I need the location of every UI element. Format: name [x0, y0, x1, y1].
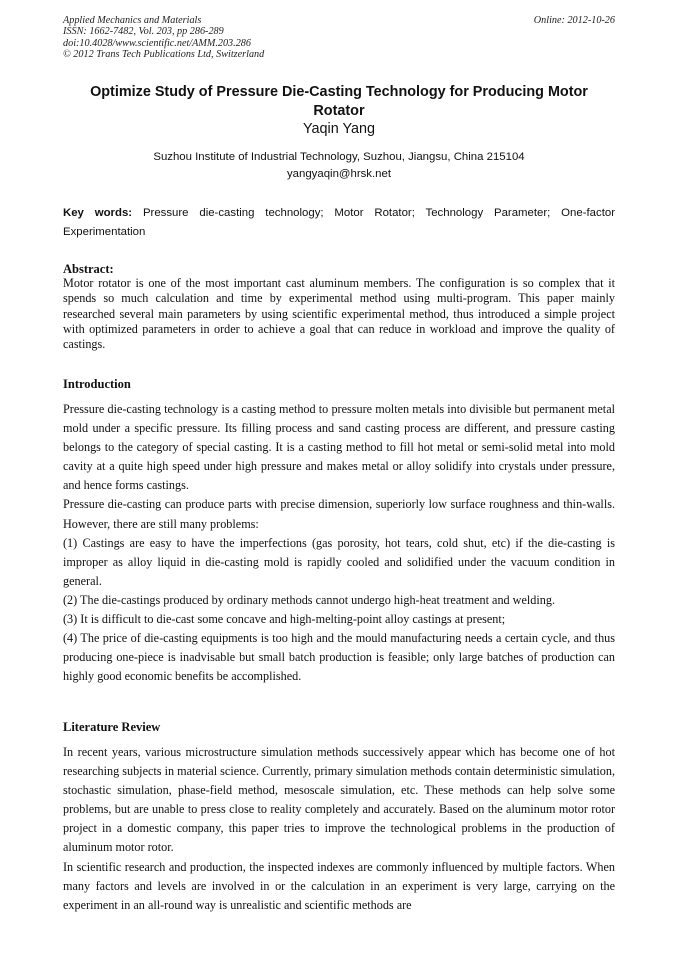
literature-body	[63, 743, 615, 915]
keywords-text: Pressure die-casting technology; Motor Rotator; Technology Parameter; One-factor Experimentation	[63, 207, 615, 238]
literature-heading: Literature Review	[63, 720, 161, 734]
paragraph: Pressure die-casting can produce parts with precise dimension, superiorly low surface roughness and thin-walls. However, there are still many problems:	[63, 497, 615, 531]
doi-line: doi:10.4028/www.scientific.net/AMM.203.286	[63, 37, 251, 49]
introduction-heading: Introduction	[63, 377, 131, 391]
paragraph: In scientific research and production, the inspected indexes are commonly influenced by multiple factors. When many factors and levels are involved in or the calculation in an experiment is very large, carrying on the experiment in an all-round way is unrealistic and scientific methods are	[63, 859, 615, 912]
list-item: (1) Castings are easy to have the imperfections (gas porosity, hot tears, cold shut, etc) if the die-casting is improper as alloy liquid in die-casting mold is rapidly cooled and solidified under the vacuum condition in general.	[63, 535, 615, 588]
journal-name: Applied Mechanics and Materials	[63, 15, 202, 26]
online-date: Online: 2012-10-26	[533, 15, 615, 26]
keywords	[63, 204, 615, 242]
list-item: (2) The die-castings produced by ordinary methods cannot undergo high-heat treatment and welding.	[63, 592, 555, 607]
keywords-label: Key words:	[63, 207, 133, 219]
paper-title: Optimize Study of Pressure Die-Casting Technology for Producing Motor Rotator	[90, 84, 588, 119]
author-name: Yaqin Yang	[302, 121, 375, 137]
journal-header	[63, 15, 615, 60]
copyright-line: © 2012 Trans Tech Publications Ltd, Switzerland	[63, 48, 265, 60]
author-affiliation: Suzhou Institute of Industrial Technology, Suzhou, Jiangsu, China 215104	[153, 151, 525, 163]
author-email: yangyaqin@hrsk.net	[286, 168, 391, 180]
abstract-heading: Abstract:	[63, 262, 114, 276]
issn-line: ISSN: 1662-7482, Vol. 203, pp 286-289	[63, 26, 224, 38]
introduction-body	[63, 400, 615, 686]
abstract-text: Motor rotator is one of the most important cast aluminum members. The configuration is so complex that it spends so much calculation and time by experimental method using multi-program. This paper mainly researched several main parameters by using scientific experimental method, thus introduced a simple project with optimized parameters in order to achieve a goal that can reduce in workload and improve the quality of castings.	[63, 276, 615, 352]
list-item: (4) The price of die-casting equipments is too high and the mould manufacturing needs a certain cycle, and thus producing one-piece is inadvisable but small batch production is feasible; only large batches of production can highly good economic benefits be accomplished.	[63, 631, 615, 684]
paragraph: Pressure die-casting technology is a casting method to pressure molten metals into divisible but permanent metal mold under a specific pressure. Its filling process and sand casting process are different, and pressure casting belongs to the category of special casting. It is a casting method to fill hot metal or semi-solid metal into mold cavity at a quite high speed under high pressure and makes metal or alloy solidify into crystals under pressure, and hence forms castings.	[63, 402, 615, 493]
paragraph: In recent years, various microstructure simulation methods successively appear which has become one of hot researching subjects in material science. Currently, primary simulation methods contain deterministic simulation, stochastic simulation, phase-field method, mesoscale simulation, etc. These methods can help solve some problems, but are unable to press close to reality completely and accurately. Based on the aluminum motor rotor project in a domestic company, this paper tries to improve the technological problems in the production of aluminum motor rotor.	[63, 745, 615, 855]
list-item: (3) It is difficult to die-cast some concave and high-melting-point alloy castings at present;	[63, 612, 506, 627]
